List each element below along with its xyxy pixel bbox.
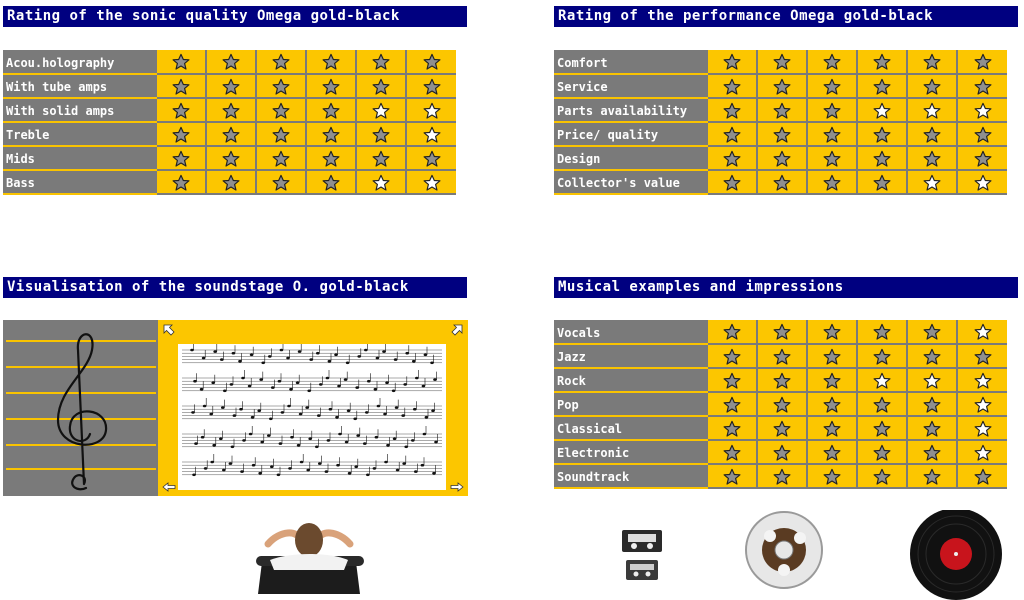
star-cell: [757, 416, 807, 440]
star-cell: [256, 146, 306, 170]
star-cell: [757, 440, 807, 464]
star-filled-icon: [723, 102, 741, 120]
star-cell: [857, 98, 907, 122]
star-filled-icon: [222, 53, 240, 71]
star-cell: [757, 392, 807, 416]
star-empty-icon: [974, 396, 992, 414]
star-filled-icon: [974, 468, 992, 486]
star-filled-icon: [823, 396, 841, 414]
star-cell: [306, 122, 356, 146]
star-cell: [156, 170, 206, 194]
star-filled-icon: [923, 323, 941, 341]
resize-arrow-icon[interactable]: [450, 323, 464, 337]
star-filled-icon: [923, 444, 941, 462]
rating-row: [3, 98, 456, 122]
rating-row: [554, 122, 1007, 146]
star-cell: [707, 122, 757, 146]
star-filled-icon: [974, 150, 992, 168]
rating-row: [3, 146, 456, 170]
performance-rating-table: [554, 50, 1007, 195]
star-filled-icon: [773, 372, 791, 390]
star-filled-icon: [172, 126, 190, 144]
star-cell: [757, 98, 807, 122]
star-cell: [406, 170, 456, 194]
rating-row: [554, 170, 1007, 194]
star-cell: [807, 320, 857, 344]
star-cell: [757, 368, 807, 392]
rating-row: [3, 74, 456, 98]
star-cell: [707, 344, 757, 368]
star-cell: [857, 344, 907, 368]
star-cell: [356, 122, 406, 146]
star-filled-icon: [723, 348, 741, 366]
star-filled-icon: [773, 126, 791, 144]
rating-row-label: Pop: [554, 392, 707, 416]
star-cell: [857, 50, 907, 74]
star-filled-icon: [723, 444, 741, 462]
star-cell: [907, 170, 957, 194]
star-cell: [406, 122, 456, 146]
star-filled-icon: [423, 53, 441, 71]
star-filled-icon: [222, 174, 240, 192]
star-filled-icon: [873, 420, 891, 438]
star-filled-icon: [723, 126, 741, 144]
star-empty-icon: [423, 126, 441, 144]
star-filled-icon: [923, 78, 941, 96]
star-cell: [957, 464, 1007, 488]
rating-row-label: With solid amps: [3, 98, 156, 122]
star-filled-icon: [773, 396, 791, 414]
star-filled-icon: [372, 53, 390, 71]
star-cell: [757, 50, 807, 74]
star-filled-icon: [823, 323, 841, 341]
star-cell: [156, 122, 206, 146]
star-cell: [707, 464, 757, 488]
star-empty-icon: [923, 372, 941, 390]
star-cell: [206, 146, 256, 170]
star-cell: [957, 98, 1007, 122]
star-filled-icon: [873, 444, 891, 462]
rating-row: [554, 416, 1007, 440]
star-empty-icon: [873, 102, 891, 120]
star-filled-icon: [823, 372, 841, 390]
star-filled-icon: [222, 102, 240, 120]
star-cell: [306, 98, 356, 122]
star-cell: [206, 74, 256, 98]
star-filled-icon: [272, 150, 290, 168]
star-cell: [256, 122, 306, 146]
star-cell: [206, 98, 256, 122]
star-cell: [707, 170, 757, 194]
star-empty-icon: [974, 102, 992, 120]
star-cell: [707, 50, 757, 74]
star-filled-icon: [172, 53, 190, 71]
star-cell: [406, 50, 456, 74]
star-cell: [707, 368, 757, 392]
star-cell: [857, 122, 907, 146]
star-cell: [757, 464, 807, 488]
rating-row-label: Soundtrack: [554, 464, 707, 488]
star-cell: [957, 416, 1007, 440]
star-cell: [907, 122, 957, 146]
star-empty-icon: [372, 174, 390, 192]
star-cell: [356, 74, 406, 98]
star-filled-icon: [873, 323, 891, 341]
star-filled-icon: [773, 420, 791, 438]
star-cell: [306, 146, 356, 170]
resize-arrow-icon[interactable]: [162, 323, 176, 337]
rating-row-label: Mids: [3, 146, 156, 170]
rating-row-label: Classical: [554, 416, 707, 440]
treble-clef-icon: [48, 320, 118, 496]
star-cell: [857, 440, 907, 464]
star-cell: [156, 146, 206, 170]
star-cell: [807, 98, 857, 122]
star-filled-icon: [823, 174, 841, 192]
star-cell: [807, 344, 857, 368]
listener-image: [256, 523, 364, 594]
star-filled-icon: [773, 78, 791, 96]
star-filled-icon: [272, 126, 290, 144]
reel-tape-icon: [746, 512, 822, 588]
star-cell: [907, 392, 957, 416]
star-cell: [707, 146, 757, 170]
rating-row-label: Price/ quality: [554, 122, 707, 146]
star-cell: [757, 122, 807, 146]
rating-row: [3, 122, 456, 146]
star-cell: [957, 74, 1007, 98]
vinyl-record-icon: [910, 510, 1002, 600]
star-cell: [707, 416, 757, 440]
star-filled-icon: [723, 53, 741, 71]
star-cell: [857, 392, 907, 416]
star-cell: [356, 146, 406, 170]
star-filled-icon: [723, 174, 741, 192]
musical-rating-table: [554, 320, 1007, 489]
star-cell: [757, 320, 807, 344]
rating-row: [554, 50, 1007, 74]
rating-row-label: Vocals: [554, 320, 707, 344]
star-filled-icon: [823, 53, 841, 71]
star-cell: [907, 416, 957, 440]
star-empty-icon: [974, 372, 992, 390]
star-filled-icon: [923, 53, 941, 71]
rating-row-label: Comfort: [554, 50, 707, 74]
star-filled-icon: [372, 126, 390, 144]
rating-row-label: With tube amps: [3, 74, 156, 98]
rating-row: [554, 74, 1007, 98]
star-cell: [857, 368, 907, 392]
star-cell: [857, 464, 907, 488]
star-filled-icon: [873, 468, 891, 486]
star-cell: [757, 74, 807, 98]
cassette-icon: [622, 530, 662, 580]
star-cell: [807, 170, 857, 194]
star-filled-icon: [923, 348, 941, 366]
star-filled-icon: [823, 444, 841, 462]
star-cell: [757, 344, 807, 368]
star-filled-icon: [773, 174, 791, 192]
star-cell: [807, 368, 857, 392]
star-filled-icon: [823, 102, 841, 120]
star-filled-icon: [773, 53, 791, 71]
star-filled-icon: [172, 78, 190, 96]
rating-row-label: Treble: [3, 122, 156, 146]
star-filled-icon: [873, 53, 891, 71]
star-cell: [306, 50, 356, 74]
star-cell: [306, 74, 356, 98]
star-cell: [707, 440, 757, 464]
star-cell: [857, 74, 907, 98]
star-filled-icon: [773, 444, 791, 462]
star-cell: [306, 170, 356, 194]
sheet-music-frame: [158, 320, 468, 496]
star-filled-icon: [873, 150, 891, 168]
rating-row-label: Electronic: [554, 440, 707, 464]
star-cell: [406, 98, 456, 122]
star-cell: [707, 98, 757, 122]
star-filled-icon: [322, 150, 340, 168]
star-cell: [857, 170, 907, 194]
star-cell: [957, 344, 1007, 368]
star-cell: [256, 170, 306, 194]
star-cell: [206, 170, 256, 194]
star-cell: [807, 392, 857, 416]
star-cell: [156, 98, 206, 122]
star-empty-icon: [974, 174, 992, 192]
star-cell: [406, 74, 456, 98]
star-filled-icon: [272, 53, 290, 71]
star-cell: [807, 50, 857, 74]
star-cell: [757, 146, 807, 170]
star-filled-icon: [723, 420, 741, 438]
star-cell: [957, 440, 1007, 464]
star-filled-icon: [823, 150, 841, 168]
sonic-rating-table: [3, 50, 456, 195]
star-filled-icon: [222, 150, 240, 168]
star-cell: [957, 368, 1007, 392]
rating-row: [554, 98, 1007, 122]
star-cell: [807, 122, 857, 146]
star-filled-icon: [873, 396, 891, 414]
star-cell: [256, 74, 306, 98]
star-filled-icon: [974, 53, 992, 71]
star-empty-icon: [974, 444, 992, 462]
star-filled-icon: [372, 150, 390, 168]
rating-row-label: Rock: [554, 368, 707, 392]
star-filled-icon: [723, 372, 741, 390]
star-cell: [907, 344, 957, 368]
star-cell: [907, 320, 957, 344]
performance-title: Rating of the performance Omega gold-black: [554, 6, 1018, 27]
star-filled-icon: [923, 396, 941, 414]
rating-row: [554, 146, 1007, 170]
star-empty-icon: [923, 174, 941, 192]
star-filled-icon: [773, 323, 791, 341]
star-filled-icon: [172, 150, 190, 168]
star-filled-icon: [322, 102, 340, 120]
star-cell: [807, 464, 857, 488]
star-cell: [807, 74, 857, 98]
star-cell: [356, 170, 406, 194]
star-filled-icon: [823, 78, 841, 96]
rating-row: [554, 464, 1007, 488]
rating-row: [554, 344, 1007, 368]
star-cell: [256, 98, 306, 122]
rating-row: [554, 392, 1007, 416]
rating-row: [3, 170, 456, 194]
star-empty-icon: [974, 323, 992, 341]
star-filled-icon: [272, 174, 290, 192]
star-cell: [907, 368, 957, 392]
star-cell: [857, 416, 907, 440]
star-cell: [807, 146, 857, 170]
resize-arrow-icon[interactable]: [162, 480, 176, 494]
rating-row-label: Bass: [3, 170, 156, 194]
star-filled-icon: [172, 102, 190, 120]
rating-row-label: Parts availability: [554, 98, 707, 122]
star-cell: [957, 146, 1007, 170]
star-cell: [206, 50, 256, 74]
star-filled-icon: [222, 126, 240, 144]
star-filled-icon: [322, 53, 340, 71]
star-filled-icon: [823, 348, 841, 366]
star-filled-icon: [423, 150, 441, 168]
soundstage-panel: [3, 320, 468, 496]
star-empty-icon: [423, 102, 441, 120]
star-filled-icon: [923, 150, 941, 168]
star-cell: [707, 320, 757, 344]
star-filled-icon: [773, 468, 791, 486]
star-cell: [907, 146, 957, 170]
rating-row: [554, 368, 1007, 392]
star-filled-icon: [974, 348, 992, 366]
star-cell: [857, 146, 907, 170]
star-filled-icon: [773, 150, 791, 168]
star-filled-icon: [923, 126, 941, 144]
star-filled-icon: [773, 102, 791, 120]
star-cell: [356, 50, 406, 74]
star-filled-icon: [974, 126, 992, 144]
star-filled-icon: [923, 468, 941, 486]
star-filled-icon: [372, 78, 390, 96]
star-cell: [156, 74, 206, 98]
star-empty-icon: [923, 102, 941, 120]
star-cell: [807, 416, 857, 440]
star-filled-icon: [823, 420, 841, 438]
star-cell: [907, 74, 957, 98]
star-filled-icon: [272, 78, 290, 96]
star-cell: [957, 392, 1007, 416]
star-cell: [957, 50, 1007, 74]
star-cell: [256, 50, 306, 74]
star-filled-icon: [823, 468, 841, 486]
star-filled-icon: [723, 78, 741, 96]
star-empty-icon: [873, 372, 891, 390]
star-filled-icon: [322, 174, 340, 192]
star-empty-icon: [423, 174, 441, 192]
star-cell: [907, 440, 957, 464]
star-filled-icon: [172, 174, 190, 192]
star-cell: [707, 392, 757, 416]
rating-row-label: Design: [554, 146, 707, 170]
sonic-title: Rating of the sonic quality Omega gold-black: [3, 6, 467, 27]
rating-row-label: Jazz: [554, 344, 707, 368]
sheet-music-image: [178, 344, 446, 490]
star-filled-icon: [974, 78, 992, 96]
rating-row-label: Service: [554, 74, 707, 98]
star-filled-icon: [272, 102, 290, 120]
star-cell: [807, 440, 857, 464]
star-cell: [156, 50, 206, 74]
bottom-illustrations: [0, 510, 1024, 600]
star-filled-icon: [222, 78, 240, 96]
star-empty-icon: [974, 420, 992, 438]
resize-arrow-icon[interactable]: [450, 480, 464, 494]
musical-title: Musical examples and impressions: [554, 277, 1018, 298]
star-filled-icon: [773, 348, 791, 366]
star-filled-icon: [873, 174, 891, 192]
star-cell: [957, 122, 1007, 146]
rating-row: [554, 440, 1007, 464]
star-cell: [957, 170, 1007, 194]
rating-row: [554, 320, 1007, 344]
star-filled-icon: [723, 468, 741, 486]
star-cell: [857, 320, 907, 344]
star-filled-icon: [873, 78, 891, 96]
star-filled-icon: [873, 348, 891, 366]
star-cell: [757, 170, 807, 194]
star-cell: [907, 464, 957, 488]
soundstage-title: Visualisation of the soundstage O. gold-black: [3, 277, 467, 298]
star-cell: [957, 320, 1007, 344]
star-cell: [356, 98, 406, 122]
rating-row-label: Acou.holography: [3, 50, 156, 74]
star-cell: [406, 146, 456, 170]
star-filled-icon: [723, 150, 741, 168]
star-cell: [907, 98, 957, 122]
star-filled-icon: [873, 126, 891, 144]
star-cell: [907, 50, 957, 74]
star-filled-icon: [423, 78, 441, 96]
star-filled-icon: [322, 126, 340, 144]
rating-row-label: Collector's value: [554, 170, 707, 194]
star-filled-icon: [723, 396, 741, 414]
star-cell: [206, 122, 256, 146]
star-empty-icon: [372, 102, 390, 120]
star-filled-icon: [322, 78, 340, 96]
rating-row: [3, 50, 456, 74]
star-filled-icon: [923, 420, 941, 438]
star-cell: [707, 74, 757, 98]
star-filled-icon: [723, 323, 741, 341]
star-filled-icon: [823, 126, 841, 144]
